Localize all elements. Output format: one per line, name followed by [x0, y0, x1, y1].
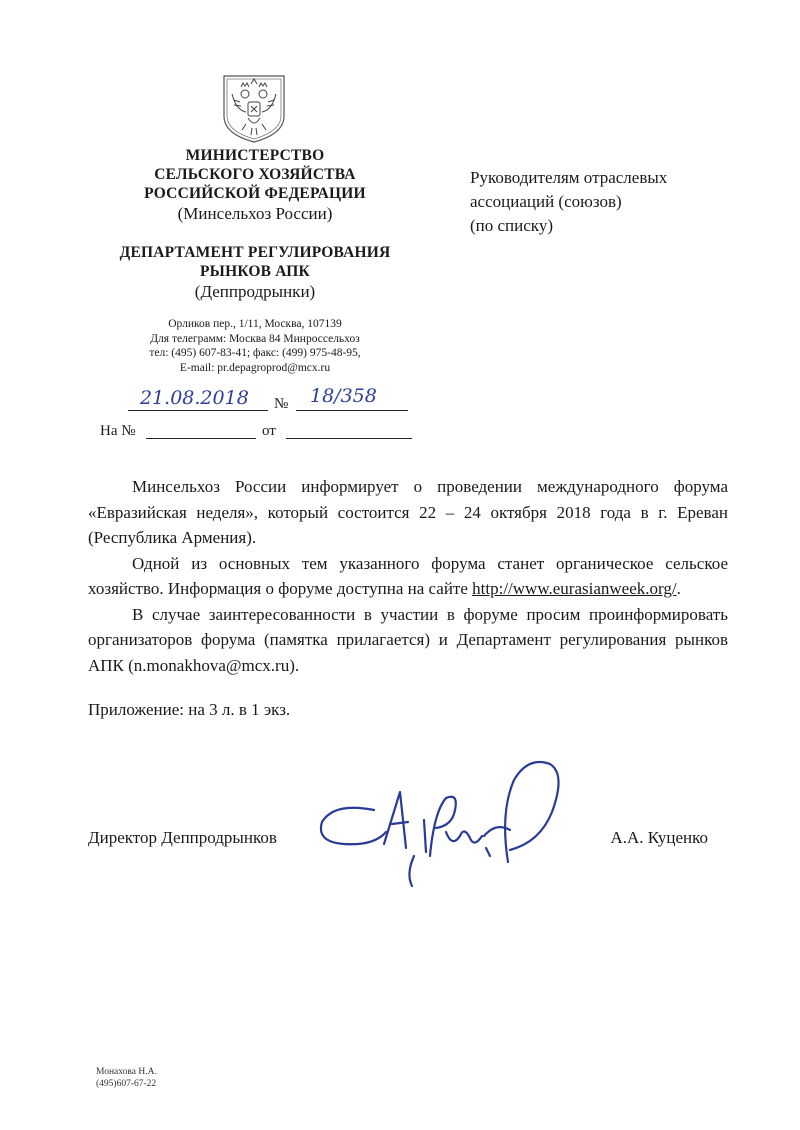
number-underline	[296, 410, 408, 411]
body-paragraph-2-end: .	[676, 579, 681, 598]
handwritten-number: 18/358	[310, 385, 377, 407]
letter-body	[88, 474, 728, 678]
attachment-note: Приложение: на 3 л. в 1 экз.	[88, 700, 291, 719]
number-label: №	[274, 396, 289, 412]
telegram-line: Для телеграмм: Москва 84 Минроссельхоз	[150, 332, 360, 345]
ministry-name-line1: МИНИСТЕРСТВО	[185, 147, 325, 164]
department-name-line2: РЫНКОВ АПК	[200, 263, 310, 280]
ministry-short-name: (Минсельхоз России)	[177, 204, 333, 223]
body-paragraph-1: Минсельхоз России информирует о проведении международного форума «Евразийская неделя», который состоится 22 – 24 октября 2018 года в г. Ереван (Республика Армения).	[88, 477, 728, 547]
signatory-title: Директор Деппродрынков	[88, 828, 277, 847]
recipient-line3: (по списку)	[470, 216, 553, 235]
reference-underline	[146, 438, 256, 439]
body-paragraph-2-text: Одной из основных тем указанного форума станет органическое сельское хозяйство. Информация о форуме доступна на сайте	[88, 553, 728, 598]
phone-fax-line: тел: (495) 607-83-41; факс: (499) 975-48-95,	[149, 347, 361, 359]
handwritten-date: 21.08.2018	[140, 387, 249, 409]
letterhead	[95, 146, 415, 375]
body-paragraph-2	[88, 551, 728, 602]
department-name-line1: ДЕПАРТАМЕНТ РЕГУЛИРОВАНИЯ	[119, 244, 391, 261]
department-short-name: (Деппродрынки)	[194, 282, 316, 301]
date-underline	[128, 410, 268, 411]
recipient-line1: Руководителям отраслевых	[470, 168, 668, 187]
reference-label: На №	[100, 423, 136, 439]
handwritten-signature	[314, 752, 574, 892]
from-label: от	[262, 423, 276, 439]
from-underline	[286, 438, 412, 439]
body-paragraph-3: В случае заинтересованности в участии в форуме просим проинформировать организаторов форума (памятка прилагается) и Департамент регулирования рынков АПК (n.monakhova@mcx.ru).	[88, 604, 728, 675]
address-block	[95, 317, 415, 375]
signatory-name: А.А. Куценко	[610, 828, 708, 847]
executor-footer	[96, 1066, 157, 1090]
department-block	[95, 243, 415, 303]
executor-name: Монахова Н.А.	[96, 1067, 157, 1077]
address-line: Орликов пер., 1/11, Москва, 107139	[168, 318, 342, 330]
russian-coat-of-arms-icon	[218, 72, 290, 144]
recipient-line2: ассоциаций (союзов)	[470, 192, 622, 211]
recipient-block	[470, 166, 770, 238]
forum-website-link[interactable]: http://www.eurasianweek.org/	[472, 579, 677, 598]
email-line: E-mail: pr.depagroprod@mcx.ru	[179, 361, 331, 374]
executor-phone: (495)607-67-22	[96, 1079, 157, 1089]
ministry-name-line3: РОССИЙСКОЙ ФЕДЕРАЦИИ	[144, 185, 366, 202]
ministry-name-line2: СЕЛЬСКОГО ХОЗЯЙСТВА	[154, 166, 356, 183]
